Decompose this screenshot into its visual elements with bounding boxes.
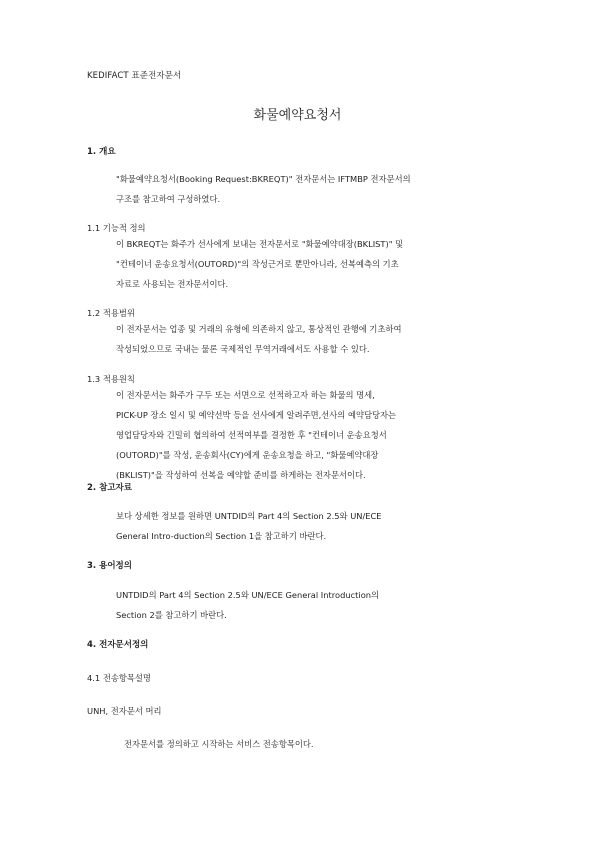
text-line: General Intro-duction의 Section 1을 참고하기 바란다. — [116, 531, 327, 541]
section-1-3-body — [116, 385, 396, 485]
text-line: 이 전자문서는 업종 및 거래의 유형에 의존하지 않고, 통상적인 관행에 기초하여 — [116, 324, 402, 334]
text-line: PICK-UP 장소 일시 및 예약선박 등을 선사에게 알려주면,선사의 예약담당자는 — [116, 410, 397, 420]
section-1-3-heading: 1.3 적용원칙 — [87, 374, 135, 384]
text-line: (OUTORD)"를 작성, 운송회사(CY)에게 운송요청을 하고, "화물예약대장 — [116, 450, 379, 460]
section-4-heading: 4. 전자문서정의 — [87, 640, 149, 650]
text-line: "컨테이너 운송요청서(OUTORD)"의 작성근거로 뿐만아니라, 선복예측의 기초 — [116, 259, 399, 269]
section-2-heading: 2. 참고자료 — [87, 483, 132, 493]
text-line: Section 2를 참고하기 바란다. — [116, 610, 227, 620]
section-4-1-heading: 4.1 전송항목설명 — [87, 673, 151, 683]
text-line: "화물예약요청서(Booking Request:BKREQT)" 전자문서는 IFTMBP 전자문서의 — [116, 174, 411, 184]
section-1-1-body — [116, 234, 403, 294]
segment-heading: UNH, 전자문서 머리 — [87, 706, 162, 716]
section-3-heading: 3. 용어정의 — [87, 561, 132, 571]
section-1-2-body — [116, 319, 402, 359]
text-line: 영업담당자와 긴밀히 협의하여 선적여부를 결정한 후 "컨테이너 운송요청서 — [116, 430, 387, 440]
text-line: 작성되었으므로 국내는 물론 국제적인 무역거래에서도 사용할 수 있다. — [116, 344, 370, 354]
segment-description: 전자문서를 정의하고 시작하는 서비스 전송항목이다. — [124, 739, 314, 749]
text-line: UNTDID의 Part 4의 Section 2.5와 UN/ECE General Introduction의 — [116, 590, 380, 600]
section-1-1-heading: 1.1 기능적 정의 — [87, 223, 146, 233]
section-1-2-heading: 1.2 적용범위 — [87, 308, 135, 318]
document-title: 화물예약요청서 — [253, 108, 342, 123]
text-line: 구조를 참고하여 구성하였다. — [116, 194, 221, 204]
document-header: KEDIFACT 표준전자문서 — [87, 71, 182, 81]
text-line: 이 BKREQT는 화주가 선사에게 보내는 전자문서로 "화물예약대장(BKLIST)" 및 — [116, 239, 404, 249]
text-line: 이 전자문서는 화주가 구두 또는 서면으로 선적하고자 하는 화물의 명세, — [116, 390, 375, 400]
text-line: 보다 상세한 정보를 원하면 UNTDID의 Part 4의 Section 2.5와 UN/ECE — [116, 511, 382, 521]
section-2-body — [116, 506, 382, 546]
text-line: 자료로 사용되는 전자문서이다. — [116, 279, 229, 289]
section-1-heading: 1. 개요 — [87, 147, 116, 157]
text-line: (BKLIST)"을 작성하여 선복을 예약할 준비를 하게하는 전자문서이다. — [116, 470, 366, 480]
section-1-intro — [116, 169, 411, 209]
section-3-body — [116, 585, 379, 625]
